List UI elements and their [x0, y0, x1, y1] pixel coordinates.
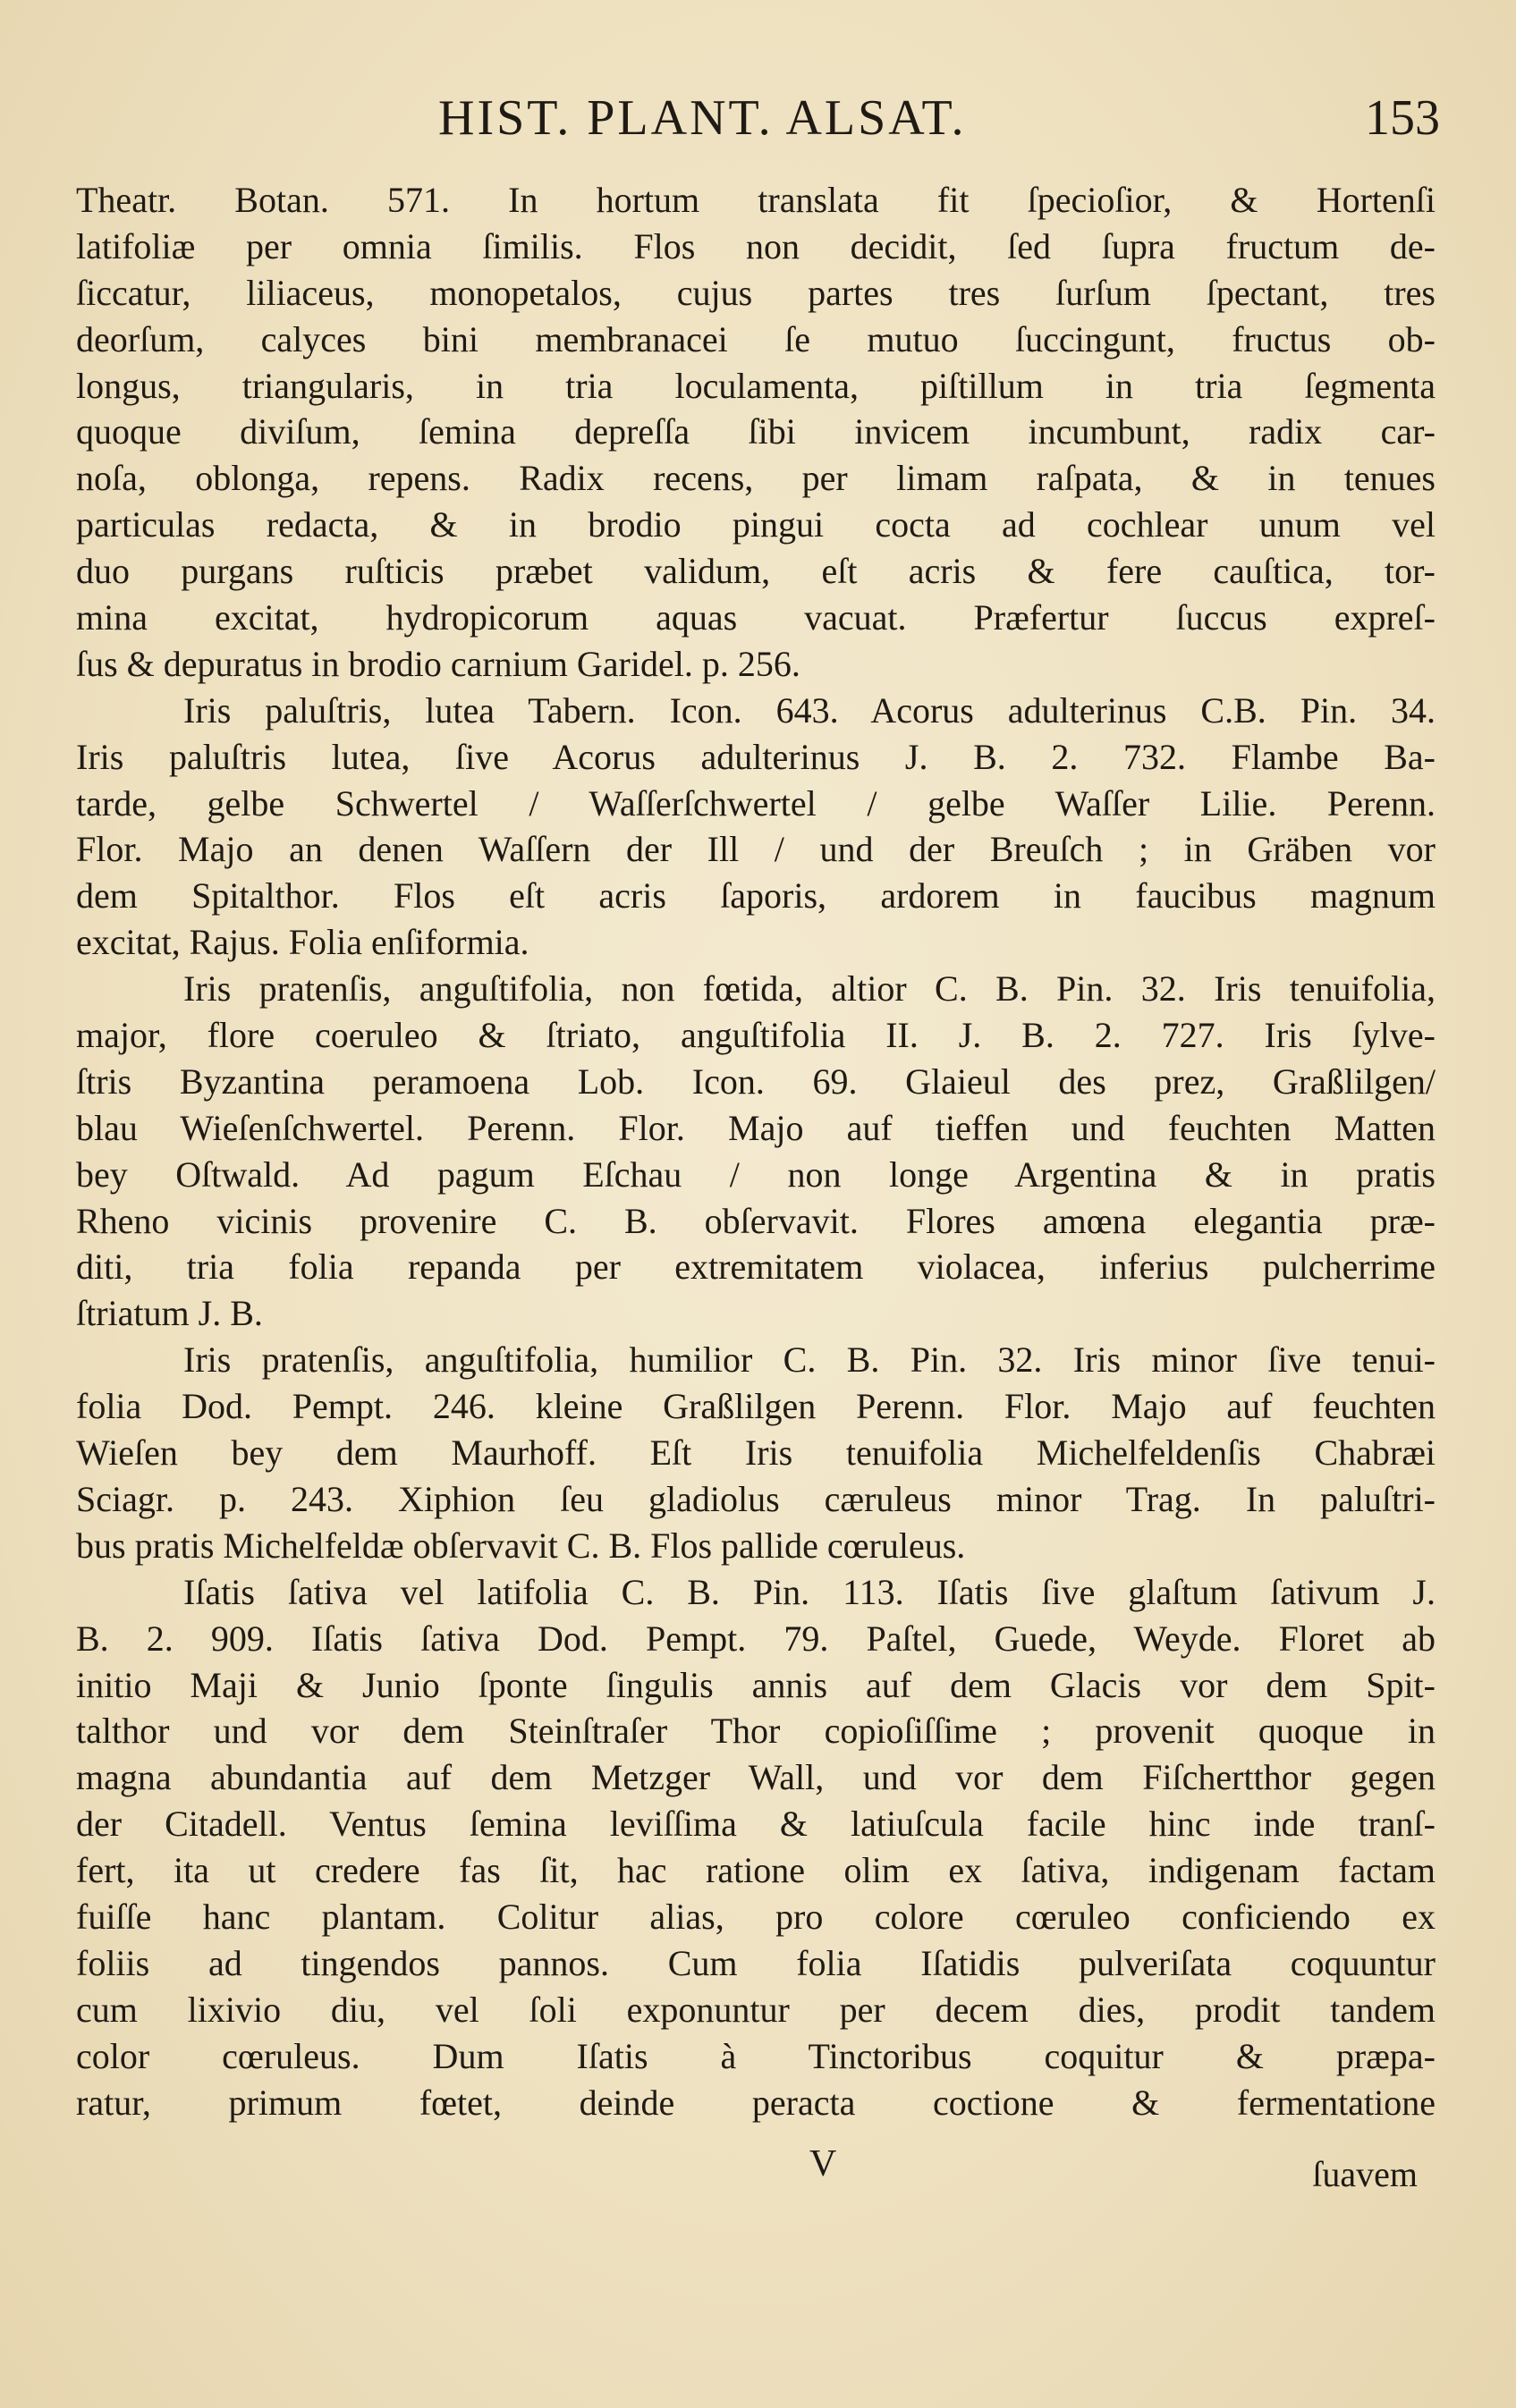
text-line: diti, tria folia repanda per extremitatem violacea, inferius pulcherrime — [76, 1246, 1436, 1288]
text-line: Rheno vicinis provenire C. B. obſervavit. Flores amœna elegantia præ- — [76, 1200, 1436, 1241]
entry-first-line: Iris pratenſis, anguſtifolia, humilior C. B. Pin. 32. Iris minor ſive tenui- — [183, 1339, 1436, 1381]
text-line: foliis ad tingendos pannos. Cum folia Iſatidis pulveriſata coquuntur — [76, 1942, 1436, 1983]
text-line: magna abundantia auf dem Metzger Wall, und vor dem Fiſchertthor gegen — [76, 1757, 1436, 1798]
text-line: dem Spitalthor. Flos eſt acris ſaporis, ardorem in faucibus magnum — [76, 875, 1436, 917]
text-line: Sciagr. p. 243. Xiphion ſeu gladiolus cæruleus minor Trag. In paluſtri- — [76, 1478, 1436, 1519]
body-text — [76, 177, 1436, 2172]
text-line: noſa, oblonga, repens. Radix recens, per limam raſpata, & in tenues — [76, 458, 1436, 499]
page-number: 153 — [1365, 90, 1440, 146]
catchline — [76, 2142, 1436, 2196]
text-line: ſtriatum J. B. — [76, 1293, 263, 1334]
text-line: mina excitat, hydropicorum aquas vacuat. Præfertur ſuccus expreſ- — [76, 597, 1436, 638]
text-line: excitat, Rajus. Folia enſiformia. — [76, 922, 529, 963]
text-line: ſtris Byzantina peramoena Lob. Icon. 69. Glaieul des prez, Graßlilgen/ — [76, 1060, 1436, 1102]
text-line: initio Maji & Junio ſponte ſingulis annis auf dem Glacis vor dem Spit- — [76, 1664, 1436, 1705]
running-head — [72, 89, 1440, 146]
catchword: ſuavem — [1312, 2154, 1418, 2194]
text-line: color cœruleus. Dum Iſatis à Tinctoribus coquitur & præpa- — [76, 2035, 1436, 2076]
text-line: blau Wieſenſchwertel. Perenn. Flor. Majo auf tieffen und feuchten Matten — [76, 1107, 1436, 1148]
signature-mark: V — [809, 2143, 837, 2184]
text-line: major, flore coeruleo & ſtriato, anguſtifolia II. J. B. 2. 727. Iris ſylve- — [76, 1015, 1436, 1056]
text-line: latifoliæ per omnia ſimilis. Flos non decidit, ſed ſupra fructum de- — [76, 225, 1436, 266]
running-title: HIST. PLANT. ALSAT. — [438, 90, 967, 146]
text-line: Theatr. Botan. 571. In hortum translata fit ſpecioſior, & Hortenſi — [76, 180, 1436, 220]
text-line: fert, ita ut credere fas ſit, hac ratione olim ex ſativa, indigenam factam — [76, 1850, 1436, 1891]
text-line: ſus & depuratus in brodio carnium Garidel. p. 256. — [76, 643, 800, 684]
text-line: ratur, primum fœtet, deinde peracta coctione & fermentatione — [76, 2082, 1436, 2123]
text-line: B. 2. 909. Iſatis ſativa Dod. Pempt. 79. Paſtel, Guede, Weyde. Floret ab — [76, 1618, 1436, 1659]
entry-first-line: Iſatis ſativa vel latifolia C. B. Pin. 113. Iſatis ſive glaſtum ſativum J. — [183, 1571, 1436, 1612]
text-line: der Citadell. Ventus ſemina leviſſima & latiuſcula facile hinc inde tranſ- — [76, 1804, 1436, 1845]
text-line: longus, triangularis, in tria loculamenta, piſtillum in tria ſegmenta — [76, 365, 1436, 406]
text-line: ſiccatur, liliaceus, monopetalos, cujus partes tres ſurſum ſpectant, tres — [76, 272, 1436, 313]
text-line: deorſum, calyces bini membranacei ſe mutuo ſuccingunt, fructus ob- — [76, 318, 1436, 359]
text-line: bus pratis Michelfeldæ obſervavit C. B. Flos pallide cœruleus. — [76, 1525, 966, 1566]
text-line: Iris paluſtris lutea, ſive Acorus adulterinus J. B. 2. 732. Flambe Ba- — [76, 736, 1436, 777]
text-line: talthor und vor dem Steinſtraſer Thor copioſiſſime ; provenit quoque in — [76, 1711, 1436, 1752]
text-line: bey Oſtwald. Ad pagum Eſchau / non longe Argentina & in pratis — [76, 1153, 1436, 1195]
text-line: Flor. Majo an denen Waſſern der Ill / und der Breuſch ; in Gräben vor — [76, 829, 1436, 870]
text-line: folia Dod. Pempt. 246. kleine Graßlilgen Perenn. Flor. Majo auf feuchten — [76, 1386, 1436, 1427]
text-line: particulas redacta, & in brodio pingui cocta ad cochlear unum vel — [76, 504, 1436, 545]
text-line: quoque diviſum, ſemina depreſſa ſibi invicem incumbunt, radix car- — [76, 411, 1436, 452]
text-line: fuiſſe hanc plantam. Colitur alias, pro colore cœruleo conficiendo ex — [76, 1896, 1436, 1937]
text-line: cum lixivio diu, vel ſoli exponuntur per decem dies, prodit tandem — [76, 1989, 1436, 2030]
text-line: Wieſen bey dem Maurhoff. Eſt Iris tenuifolia Michelfeldenſis Chabræi — [76, 1432, 1436, 1474]
entry-first-line: Iris pratenſis, anguſtifolia, non fœtida, altior C. B. Pin. 32. Iris tenuifolia, — [183, 968, 1436, 1010]
entry-first-line: Iris paluſtris, lutea Tabern. Icon. 643. Acorus adulterinus C.B. Pin. 34. — [183, 689, 1436, 731]
text-line: tarde, gelbe Schwertel / Waſſerſchwertel / gelbe Waſſer Lilie. Perenn. — [76, 782, 1436, 824]
text-line: duo purgans ruſticis præbet validum, eſt acris & fere cauſtica, tor- — [76, 551, 1436, 592]
